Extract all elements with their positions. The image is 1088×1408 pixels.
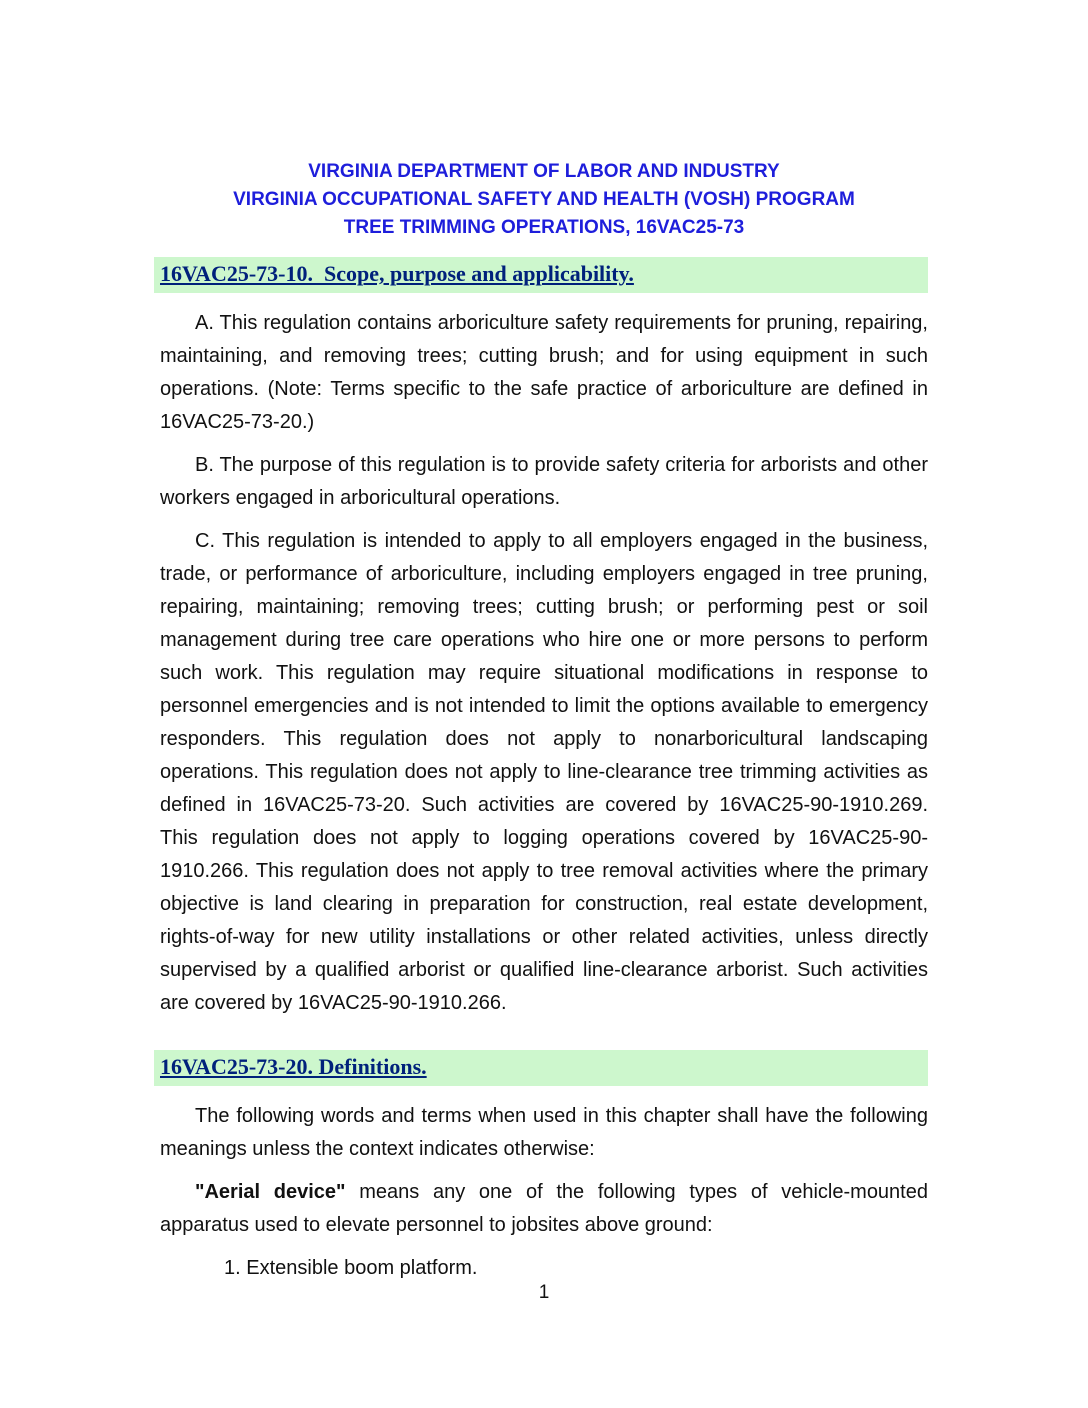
aerial-device-definition-text: means any one of the following types of vehicle-mounted apparatus used to elevate personnel to jobsites above ground: [160, 1181, 928, 1236]
paragraph-scope-b: B. The purpose of this regulation is to provide safety criteria for arborists and other workers engaged in arboricultural operations. [160, 454, 928, 509]
document-title [160, 158, 928, 242]
section-heading-definitions: 16VAC25-73-20. Definitions. [154, 1050, 928, 1086]
document-title-line2: VIRGINIA OCCUPATIONAL SAFETY AND HEALTH (VOSH) PROGRAM [233, 189, 855, 210]
paragraph-aerial-device [160, 1176, 928, 1242]
paragraph-definitions-intro: The following words and terms when used in this chapter shall have the following meanings unless the context indicates otherwise: [160, 1105, 928, 1160]
paragraph-scope-a: A. This regulation contains arboriculture safety requirements for pruning, repairing, maintaining, and removing trees; cutting brush; and for using equipment in such operations. (Note: Terms specific to the safe practice of arboriculture are defined in 16VAC25-73-20.) [160, 312, 928, 433]
document-title-line1: VIRGINIA DEPARTMENT OF LABOR AND INDUSTRY [308, 161, 780, 182]
list-item-extensible-boom-platform: 1. Extensible boom platform. [224, 1257, 478, 1279]
defined-term-aerial-device: "Aerial device" [195, 1181, 346, 1203]
document-title-line3: TREE TRIMMING OPERATIONS, 16VAC25-73 [343, 217, 745, 238]
page-number: 1 [538, 1282, 550, 1303]
document-page [160, 0, 928, 1285]
section-heading-scope: 16VAC25-73-10. Scope, purpose and applicability. [154, 257, 928, 293]
paragraph-scope-c: C. This regulation is intended to apply to all employers engaged in the business, trade, or performance of arboriculture, including employers engaged in tree pruning, repairing, maintaining; removing trees; cutting brush; or performing pest or soil management during tree care operations who hire one or more persons to perform such work. This regulation may require situational modifications in response to personnel emergencies and is not intended to limit the options available to emergency responders. This regulation does not apply to nonarboricultural landscaping operations. This regulation does not apply to line-clearance tree trimming activities as defined in 16VAC25-73-20. Such activities are covered by 16VAC25-90-1910.269. This regulation does not apply to logging operations covered by 16VAC25-90-1910.266. This regulation does not apply to tree removal activities where the primary objective is land clearing in preparation for construction, real estate development, rights-of-way for new utility installations or other related activities, unless directly supervised by a qualified arborist or qualified line-clearance arborist. Such activities are covered by 16VAC25-90-1910.266. [160, 530, 928, 1014]
